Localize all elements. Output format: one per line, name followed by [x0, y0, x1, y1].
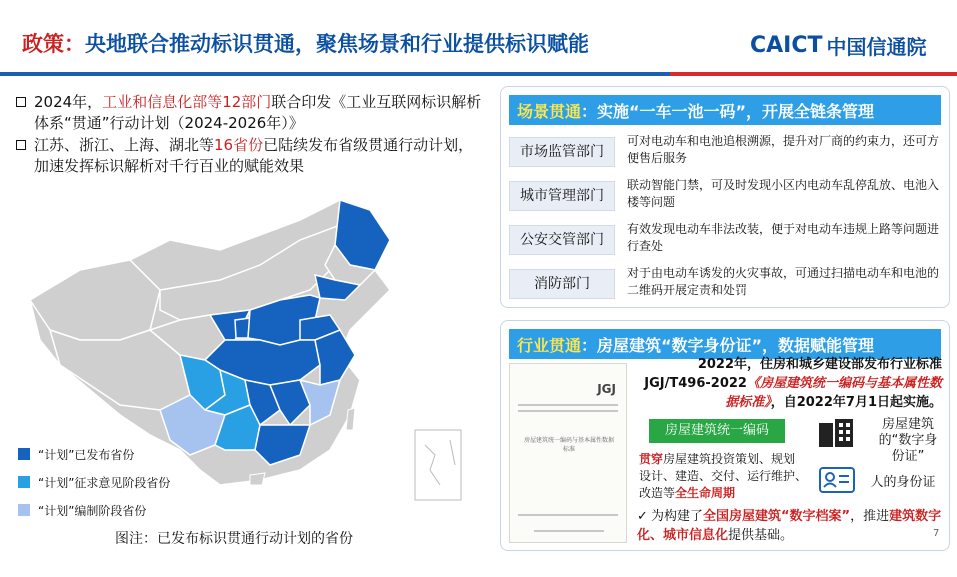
bullet2-red: 16省份 [214, 136, 264, 154]
footer-mid: ，推进 [850, 509, 890, 524]
legend-item-published [18, 440, 170, 468]
standard-document-image [509, 363, 627, 543]
page-number: 7 [933, 528, 940, 539]
checkbox-bullet-icon [16, 97, 26, 107]
title-main: 央地联合推动标识贯通，聚焦场景和行业提供标识赋能 [85, 32, 589, 56]
scenario-head-rest: ：实施“一车一池一码”，开展全链条管理 [581, 102, 875, 121]
footer-pre: 为构建了 [651, 509, 704, 524]
checkbox-bullet-icon [16, 140, 26, 150]
bullet2-pre: 江苏、浙江、上海、湖北等 [34, 136, 215, 154]
south-sea-inset [415, 430, 461, 500]
intro-pre: 2022年，住房和城乡建设部发布行业标准JGJ/T496-2022 [644, 357, 942, 391]
doc-rule [518, 514, 618, 516]
map-region-hainan [250, 473, 265, 485]
dept-label: 公安交管部门 [509, 225, 615, 255]
scenario-panel [500, 86, 950, 308]
title-bar [0, 0, 957, 66]
intro-standard-name: 《房屋建筑统一编码与基本属性数据标准》 [725, 376, 942, 410]
logo-en: CAICT [750, 32, 823, 58]
legend-swatch [18, 448, 30, 460]
scenario-panel-header [509, 95, 941, 125]
doc-rule [518, 404, 618, 406]
bullet1-post: 联合印发《工业互联网标识解析体系“贯通”行动计划（2024-2026年）》 [34, 93, 482, 132]
map-region-xinjiang [30, 260, 160, 340]
bullet-item [12, 92, 482, 134]
industry-panel [500, 320, 950, 551]
intro-post: ，自2022年7月1日起实施。 [770, 395, 942, 410]
body-red1: 贯穿 [639, 452, 664, 466]
dept-text: 可对电动车和电池追根溯源，提升对厂商的约束力，还可方便售后服务 [627, 134, 940, 165]
map-legend [18, 440, 170, 524]
dept-row [509, 133, 943, 169]
bullet1-red: 工业和信息化部等12部门 [102, 93, 272, 111]
digital-id-label: 房屋建筑的“数字身份证” [878, 417, 938, 464]
dept-row [509, 265, 943, 301]
bullet2-post: 已陆续发布省级贯通行动计划，加速发挥标识解析对千行百业的赋能效果 [34, 136, 474, 175]
id-card-icon [819, 465, 855, 495]
page-title [22, 28, 589, 58]
legend-label: “计划”编制阶段省份 [38, 503, 147, 518]
map-caption: 图注：已发布标识贯通行动计划的省份 [115, 531, 353, 547]
standard-intro [637, 355, 942, 412]
footer-red1: 全国房屋建筑“数字档案” [703, 509, 851, 524]
dept-label: 市场监管部门 [509, 137, 615, 167]
industry-head-highlight: 行业贯通 [517, 336, 582, 355]
legend-label: “计划”已发布省份 [38, 447, 135, 462]
legend-item-consultation [18, 468, 170, 496]
industry-head-rest: ：房屋建筑“数字身份证”，数据赋能管理 [581, 336, 875, 355]
legend-item-drafting [18, 496, 170, 524]
title-prefix: 政策： [22, 32, 85, 56]
legend-swatch [18, 476, 30, 488]
title-divider [0, 72, 957, 76]
unified-code-tag: 房屋建筑统一编码 [649, 419, 785, 443]
legend-label: “计划”征求意见阶段省份 [38, 475, 171, 490]
dept-text: 联动智能门禁，可及时发现小区内电动车乱停乱放、电池入楼等问题 [627, 178, 940, 209]
bullet-item [12, 135, 482, 177]
scenario-head-highlight: 场景贯通 [517, 102, 582, 121]
bullet-list [12, 92, 482, 178]
footer-text [637, 507, 943, 545]
doc-rule [518, 410, 618, 412]
caict-logo [750, 31, 927, 59]
logo-cn: 中国信通院 [826, 34, 927, 59]
dept-text: 有效发现电动车非法改装，便于对电动车违规上路等问题进行查处 [627, 222, 940, 253]
dept-row [509, 221, 943, 257]
doc-rule [534, 530, 604, 532]
doc-title: 房屋建筑统一编码与基本属性数据标准 [524, 437, 615, 453]
personal-id-label: 人的身份证 [870, 475, 936, 490]
dept-text: 对于由电动车诱发的火灾事故，可通过扫描电动车和电池的二维码开展定责和处罚 [627, 266, 940, 297]
footer-red2: 建筑数字化、城市信息化 [637, 509, 942, 543]
check-icon: ✓ [637, 509, 648, 524]
bullet1-pre: 2024年， [34, 93, 103, 111]
footer-post: 提供基础。 [728, 528, 794, 543]
dept-label: 城市管理部门 [509, 181, 615, 211]
dept-label: 消防部门 [509, 269, 615, 299]
lifecycle-text [639, 451, 807, 502]
body-mid: 房屋建筑投资策划、规划设计、建造、交付、运行维护、改造等 [639, 452, 808, 500]
dept-row [509, 177, 943, 213]
legend-swatch [18, 504, 30, 516]
building-icon [817, 417, 857, 449]
doc-code: JGJ [597, 382, 616, 396]
body-red2: 全生命周期 [675, 486, 736, 500]
